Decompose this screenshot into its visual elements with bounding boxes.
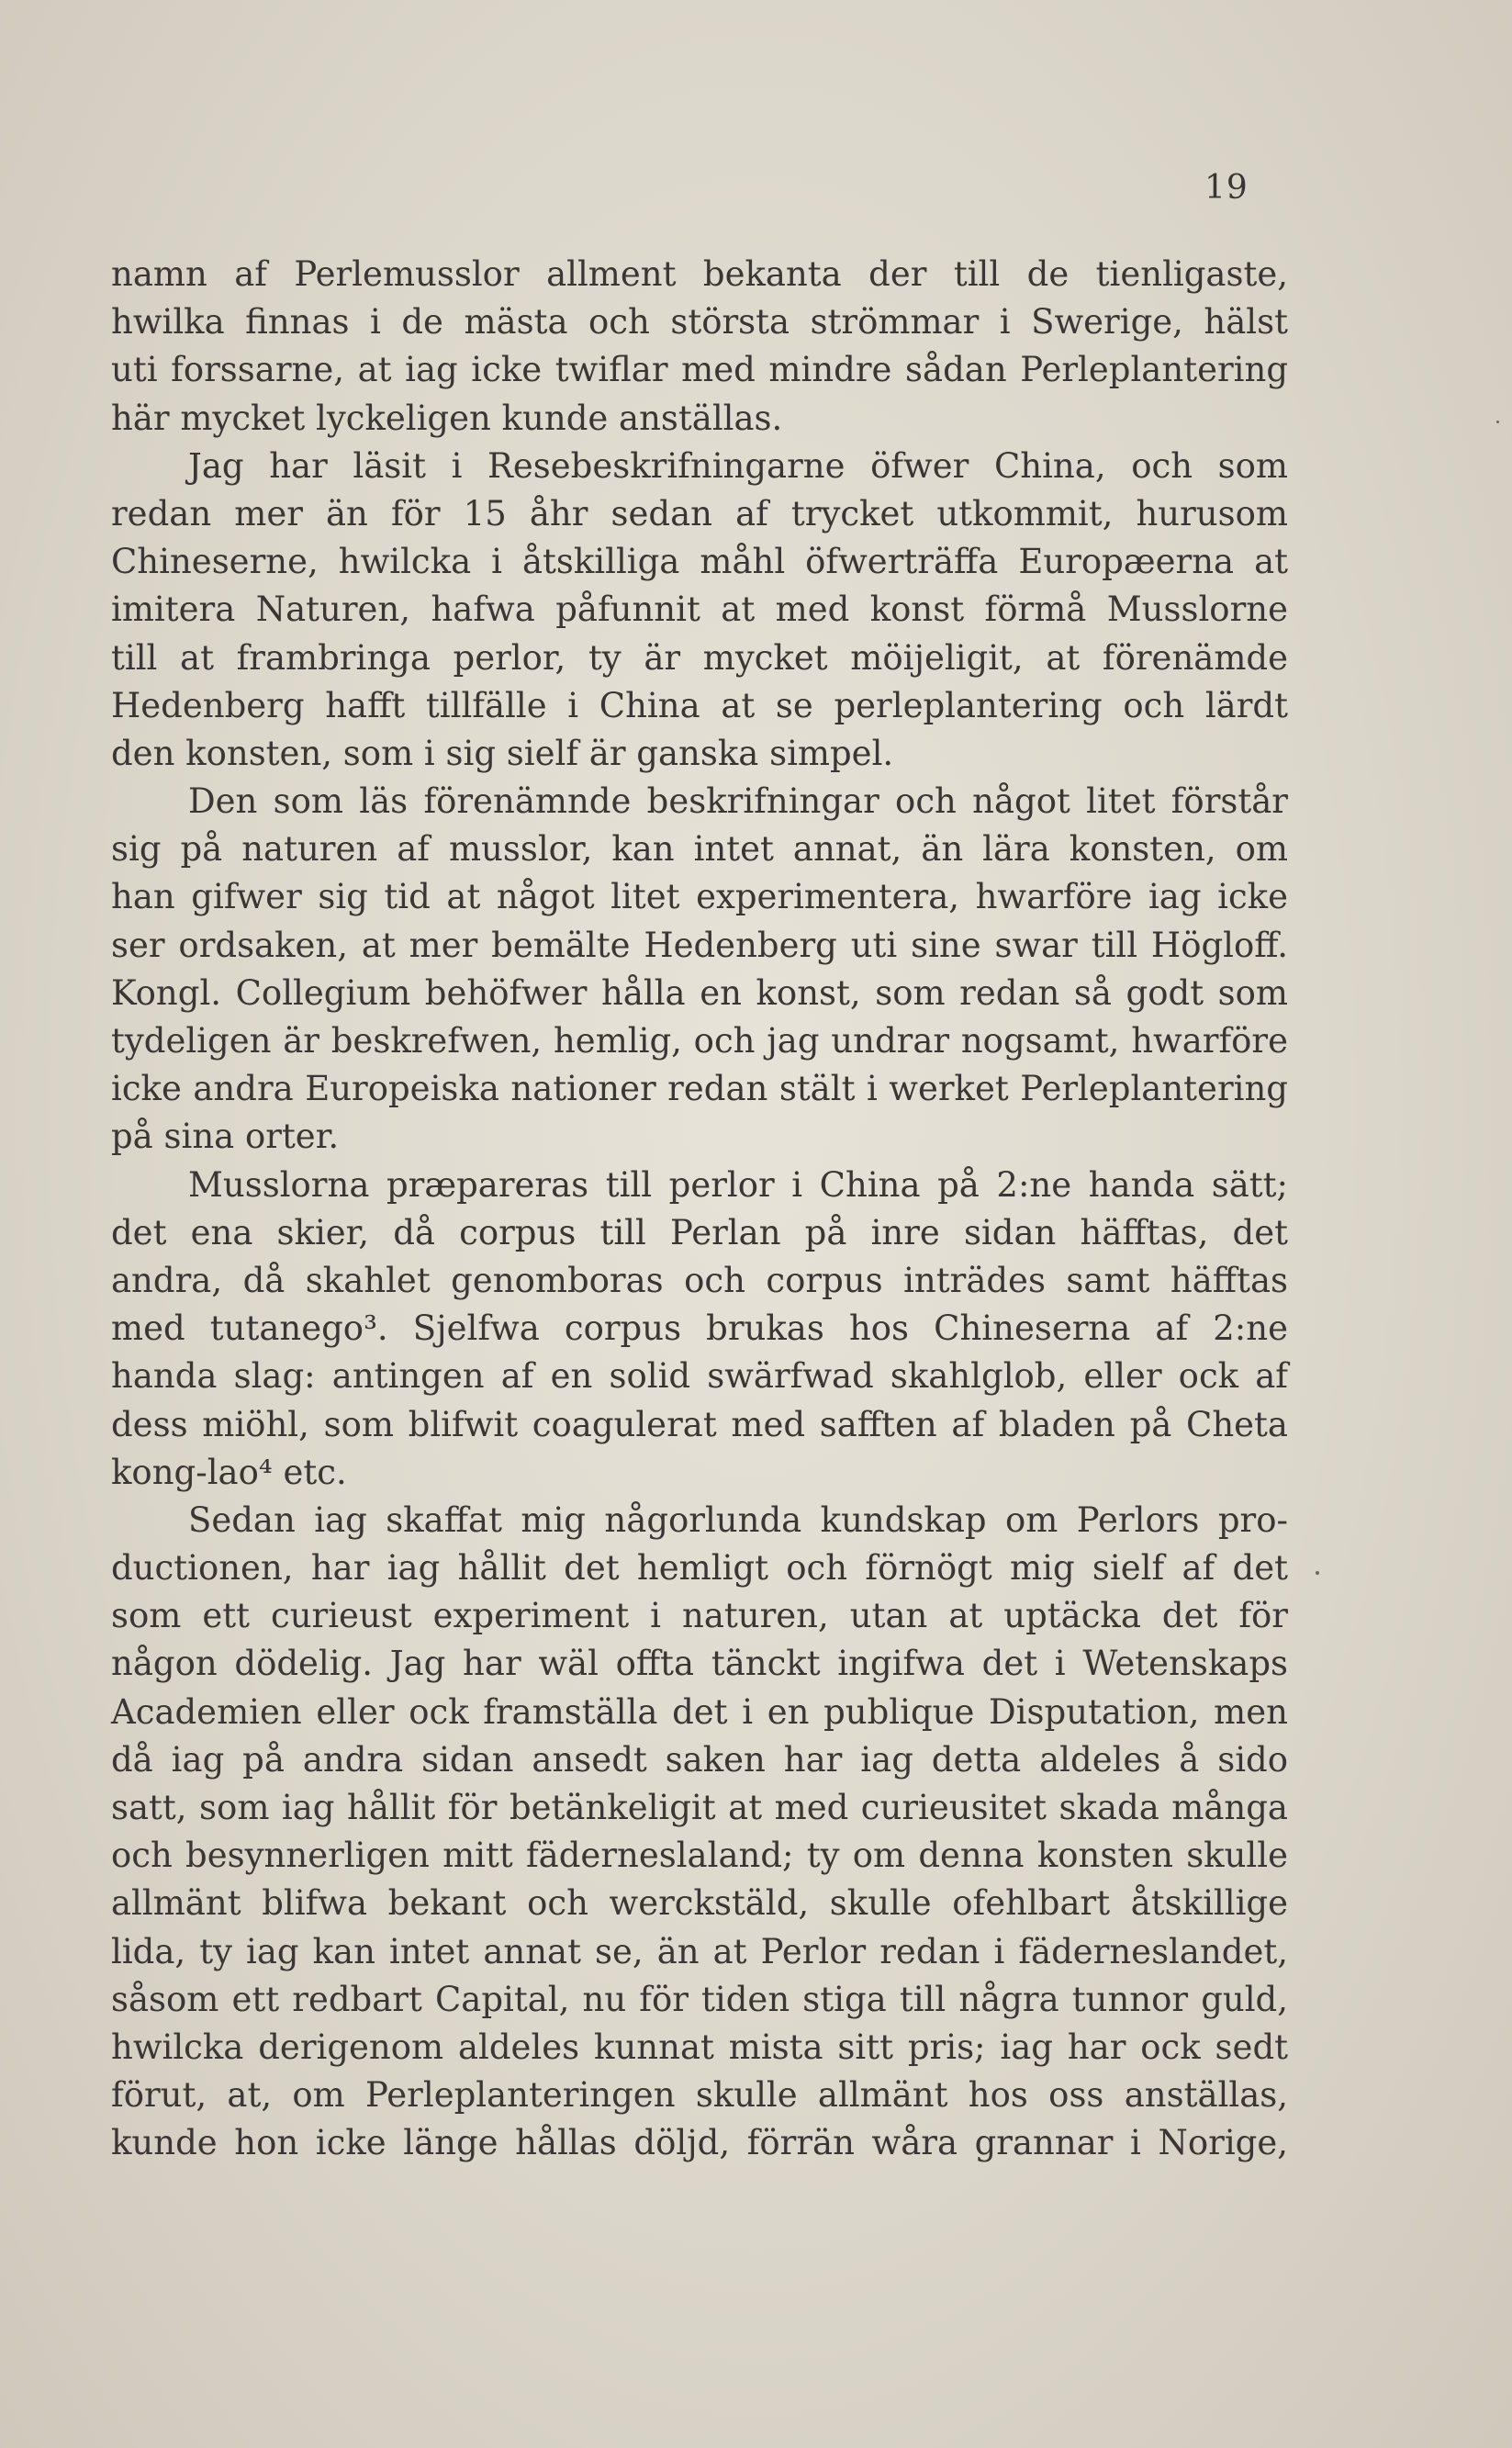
ink-speck xyxy=(1496,421,1499,423)
text-line: andra, då skahlet genomboras och corpus inträdes samt häfftas xyxy=(111,1260,1288,1300)
text-line: då iag på andra sidan ansedt saken har iag detta aldeles å sido xyxy=(111,1739,1288,1780)
body-text xyxy=(111,251,1288,2168)
text-line: den konsten, som i sig sielf är ganska simpel. xyxy=(111,733,894,773)
text-line: sig på naturen af musslor, kan intet annat, än lära konsten, om xyxy=(111,829,1288,870)
text-line: kunde hon icke länge hållas döljd, förrän wåra grannar i Norige, xyxy=(111,2123,1288,2163)
text-line: namn af Perlemusslor allment bekanta der till de tienligaste, xyxy=(111,254,1288,294)
text-line: Academien eller ock framställa det i en publique Disputation, men xyxy=(111,1691,1288,1732)
text-line: Kongl. Collegium behöfwer hålla en konst, som redan så godt som xyxy=(111,972,1288,1013)
text-line: förut, at, om Perleplanteringen skulle allmänt hos oss anställas, xyxy=(111,2075,1288,2116)
text-line: han gifwer sig tid at något litet experimentera, hwarföre iag icke xyxy=(111,877,1288,917)
text-line: tydeligen är beskrefwen, hemlig, och jag undrar nogsamt, hwarföre xyxy=(111,1021,1288,1061)
text-line: såsom ett redbart Capital, nu för tiden stiga till några tunnor guld, xyxy=(111,1979,1288,2019)
text-line: på sina orter. xyxy=(111,1117,340,1157)
text-line: och besynnerligen mitt fäderneslaland; ty om denna konsten skulle xyxy=(111,1836,1288,1876)
text-line: som ett curieust experiment i naturen, utan at uptäcka det för xyxy=(111,1596,1288,1636)
text-line: hwilka finnas i de mästa och största strömmar i Swerige, hälst xyxy=(111,302,1288,342)
text-line: Chineserne, hwilcka i åtskilliga måhl öfwerträffa Europæerna at xyxy=(111,542,1288,582)
text-line: icke andra Europeiska nationer redan stält i werket Perleplantering xyxy=(111,1069,1288,1109)
text-line: redan mer än för 15 åhr sedan af trycket utkommit, hurusom xyxy=(111,493,1288,533)
text-line: dess miöhl, som blifwit coagulerat med safften af bladen på Cheta xyxy=(111,1404,1288,1444)
text-line: någon dödelig. Jag har wäl offta tänckt ingifwa det i Wetenskaps xyxy=(111,1644,1288,1684)
text-line: uti forssarne, at iag icke twiflar med mindre sådan Perleplantering xyxy=(111,350,1288,390)
ink-speck xyxy=(1316,1571,1319,1575)
text-line: Jag har läsit i Resebeskrifningarne öfwer China, och som xyxy=(188,445,1288,486)
text-line: allmänt blifwa bekant och werckstäld, skulle ofehlbart åtskillige xyxy=(111,1883,1288,1924)
text-line: ser ordsaken, at mer bemälte Hedenberg uti sine swar till Högloff. xyxy=(111,925,1288,965)
text-line: med tutanego³. Sjelfwa corpus brukas hos Chineserna af 2:ne xyxy=(111,1308,1288,1349)
text-line: Den som läs förenämnde beskrifningar och något litet förstår xyxy=(188,781,1288,822)
page-number: 19 xyxy=(1204,169,1249,207)
text-line: hwilcka derigenom aldeles kunnat mista sitt pris; iag har ock sedt xyxy=(111,2027,1288,2067)
text-line: ductionen, har iag hållit det hemligt och förnögt mig sielf af det xyxy=(111,1548,1288,1589)
text-line: här mycket lyckeligen kunde anställas. xyxy=(111,398,783,438)
text-line: Hedenberg hafft tillfälle i China at se perleplantering och lärdt xyxy=(111,685,1288,725)
text-line: Sedan iag skaffat mig någorlunda kundskap om Perlors pro- xyxy=(188,1499,1288,1540)
text-line: det ena skier, då corpus till Perlan på inre sidan häfftas, det xyxy=(111,1212,1288,1252)
text-line: Musslorna præpareras till perlor i China på 2:ne handa sätt; xyxy=(188,1164,1288,1205)
text-line: satt, som iag hållit för betänkeligit at med curieusitet skada många xyxy=(111,1788,1288,1827)
text-line: lida, ty iag kan intet annat se, än at Perlor redan i fäderneslandet, xyxy=(111,1931,1288,1971)
text-line: handa slag: antingen af en solid swärfwad skahlglob, eller ock af xyxy=(111,1356,1288,1397)
text-line: till at frambringa perlor, ty är mycket möijeligit, at förenämde xyxy=(111,637,1288,678)
text-line: imitera Naturen, hafwa påfunnit at med konst förmå Musslorne xyxy=(111,590,1288,630)
text-line: kong-lao⁴ etc. xyxy=(111,1452,347,1492)
